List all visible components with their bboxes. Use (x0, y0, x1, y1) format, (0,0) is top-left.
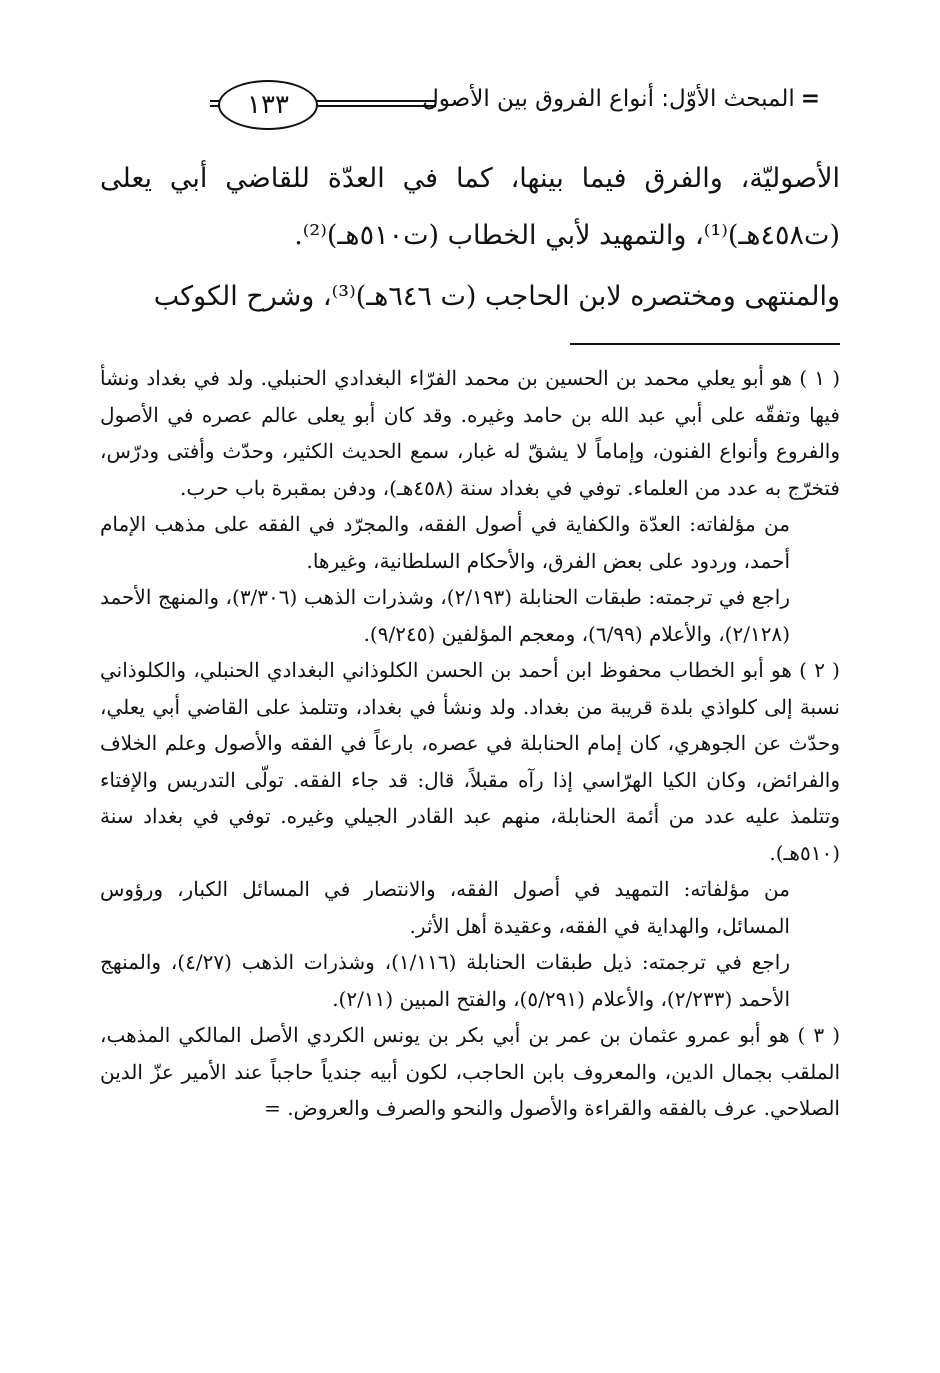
footnote-paragraph: من مؤلفاته: العدّة والكفاية في أصول الفقه، والمجرّد في الفقه على مذهب الإمام أحمد، وردود على بعض الفرق، والأحكام السلطانية، وغيرها. (100, 512, 790, 573)
footnote-divider (570, 343, 840, 345)
footnote (100, 1017, 840, 1127)
main-paragraph: الأصوليّة، والفرق فيما بينها، كما في العدّة للقاضي أبي يعلى (ت٤٥٨هـ)⁽¹⁾، والتمهيد لأبي الخطاب (ت٥١٠هـ)⁽²⁾. (100, 163, 840, 251)
footnote-paragraph: راجع في ترجمته: طبقات الحنابلة (٢/١٩٣)، وشذرات الذهب (٣/٣٠٦)، والمنهج الأحمد (٢/١٢٨)، والأعلام (٦/٩٩)، ومعجم المؤلفين (٩/٢٤٥). (100, 585, 790, 646)
page-number: ١٣٣ (218, 80, 318, 130)
footnote-paragraph: ( ٣ ) هو أبو عمرو عثمان بن عمر بن أبي بكر بن يونس الكردي الأصل المالكي المذهب، الملقب بجمال الدين، والمعروف بابن الحاجب، لكون أبيه جندياً حاجباً عند الأمير عزّ الدين الصلاحي. عرف بالفقه والقراءة والأصول والنحو والصرف والعروض. = (100, 1023, 840, 1120)
footnote (100, 360, 840, 652)
header-mark: = (800, 86, 820, 112)
main-text (100, 150, 840, 325)
footnote-paragraph: من مؤلفاته: التمهيد في أصول الفقه، والانتصار في المسائل الكبار، ورؤوس المسائل، والهداية في الفقه، وعقيدة أهل الأثر. (100, 877, 790, 938)
chapter-title (422, 86, 820, 112)
footnote-paragraph: ( ١ ) هو أبو يعلي محمد بن الحسين بن محمد الفرّاء البغدادي الحنبلي. ولد في بغداد ونشأ فيها وتفقّه على أبي عبد الله بن حامد وغيره. وقد كان أبو يعلى عالم عصره في الأصول والفروع وأنواع الفنون، وإماماً لا يشقّ له غبار، سمع الحديث الكثير، وحدّث وأفتى ودرّس، فتخرّج به عدد من العلماء. توفي في بغداد سنة (٤٥٨هـ)، ودفن بمقبرة باب حرب. (100, 366, 841, 500)
running-header (90, 72, 820, 142)
main-paragraph: والمنتهى ومختصره لابن الحاجب (ت ٦٤٦هـ)⁽³⁾، وشرح الكوكب (153, 281, 840, 312)
footnote-paragraph: راجع في ترجمته: ذيل طبقات الحنابلة (١/١١٦)، وشذرات الذهب (٤/٢٧)، والمنهج الأحمد (٢/٢٣٣)، والأعلام (٥/٢٩١)، والفتح المبين (٢/١١). (100, 950, 790, 1011)
footnote (100, 652, 840, 1017)
chapter-title-text: المبحث الأوّل: أنواع الفروق بين الأصول (422, 86, 795, 112)
footnote-paragraph: ( ٢ ) هو أبو الخطاب محفوظ ابن أحمد بن الحسن الكلوذاني البغدادي الحنبلي، والكلوذاني نسبة إلى كلواذي بلدة قريبة من بغداد. ولد ونشأ في بغداد، وتتلمذ على القاضي أبي يعلي، وحدّث عن الجوهري، كان إمام الحنابلة في عصره، بارعاً في الفقه والأصول وعلم الخلاف والفرائض، وكان الكيا الهرّاسي إذا رآه مقبلاً، قال: قد جاء الفقه. تولّى التدريس والإفتاء وتتلمذ عليه عدد من أئمة الحنابلة، منهم عبد القادر الجيلي وغيره. توفي في بغداد سنة (٥١٠هـ). (100, 658, 840, 865)
header-rule (316, 100, 436, 102)
header-rule (316, 105, 436, 107)
footnotes (100, 360, 840, 1127)
